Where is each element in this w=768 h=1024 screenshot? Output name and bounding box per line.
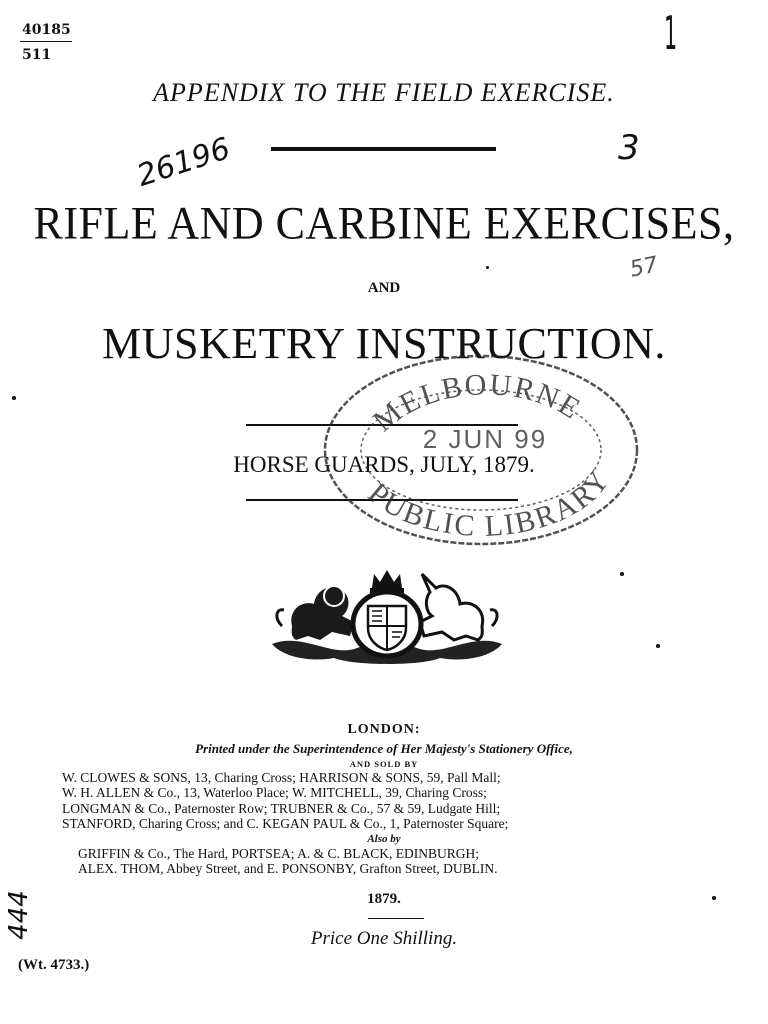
imprint-also-by: Also by xyxy=(367,833,401,845)
price: Price One Shilling. xyxy=(310,928,458,949)
print-reference: (Wt. 4733.) xyxy=(18,957,90,973)
year-rule xyxy=(368,918,424,919)
handwritten-note: 57 xyxy=(627,252,661,283)
other-seller-line: ALEX. THOM, Abbey Street, and E. PONSONBY, Grafton Street, DUBLIN. xyxy=(78,861,498,876)
shelf-mark-sub: 511 xyxy=(22,47,52,63)
imprint-printed-under: Printed under the Superintendence of Her Majesty's Stationery Office, xyxy=(195,741,573,756)
shelf-mark-number: 40185 xyxy=(22,22,71,38)
stamp-top-text: MELBOURNE xyxy=(366,368,588,439)
scan-speck xyxy=(712,896,716,900)
title-rule xyxy=(271,147,496,151)
scan-speck xyxy=(12,396,16,400)
title-line-1: RIFLE AND CARBINE EXERCISES, xyxy=(33,197,735,250)
handwritten-accession: 26196 xyxy=(132,131,235,194)
handwritten-item: 3 xyxy=(618,128,640,168)
library-stamp xyxy=(320,350,642,550)
page-number: 1 xyxy=(664,6,678,60)
shelf-mark-rule xyxy=(20,41,72,42)
title-conjunction: AND xyxy=(367,280,401,296)
seller-line: STANFORD, Charing Cross; and C. KEGAN PAUL & Co., 1, Paternoster Square; xyxy=(62,816,509,831)
other-seller-line: GRIFFIN & Co., The Hard, PORTSEA; A. & C. BLACK, EDINBURGH; xyxy=(78,846,479,861)
royal-coat-of-arms xyxy=(262,566,512,666)
imprint-year: 1879. xyxy=(367,891,401,907)
imprint-sold-by: AND SOLD BY xyxy=(349,759,419,769)
scan-speck xyxy=(486,266,489,269)
scan-speck xyxy=(656,644,660,648)
seller-line: W. H. ALLEN & Co., 13, Waterloo Place; W. MITCHELL, 39, Charing Cross; xyxy=(62,785,487,800)
issue-date: HORSE GUARDS, JULY, 1879. xyxy=(233,452,535,477)
seller-line: LONGMAN & Co., Paternoster Row; TRUBNER & Co., 57 & 59, Ludgate Hill; xyxy=(62,801,501,816)
imprint-city: LONDON: xyxy=(347,722,421,737)
stamp-bottom-text: PUBLIC LIBRARY xyxy=(361,463,617,543)
seller-line: W. CLOWES & SONS, 13, Charing Cross; HARRISON & SONS, 59, Pall Mall; xyxy=(62,770,501,785)
appendix-heading: APPENDIX TO THE FIELD EXERCISE. xyxy=(153,78,615,107)
stamp-date: 2 JUN 99 xyxy=(422,424,548,454)
handwritten-side: 444 xyxy=(3,890,34,940)
scan-speck xyxy=(620,572,624,576)
title-line-2: MUSKETRY INSTRUCTION. xyxy=(102,319,666,368)
